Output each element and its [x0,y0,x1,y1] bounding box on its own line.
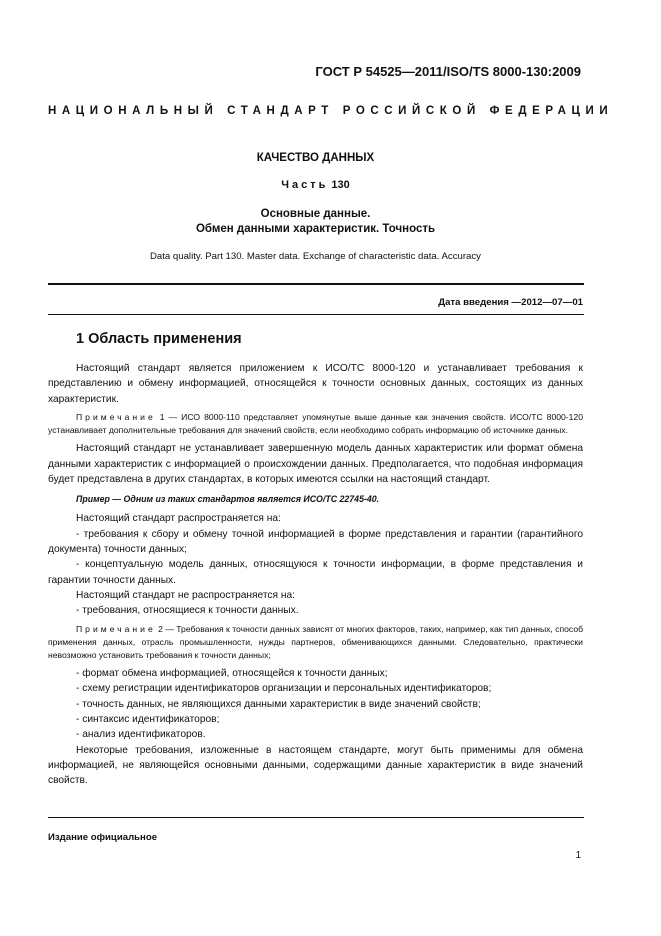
section-body [48,361,583,789]
edition-label: Издание официальное [48,832,158,843]
english-title: Data quality. Part 130. Master data. Exchange of characteristic data. Accuracy [150,251,481,262]
divider-thick [48,283,584,285]
note-1 [48,411,583,437]
part-label [48,178,583,193]
note-1-label: Примечание [76,411,156,422]
note-1-text: 1 — ИСО 8000-110 представляет упомянутые выше данные как значения свойств. ИСО/ТС 8000-120 устанавливает дополнительные требования для значений свойств, если необходимо собрать информацию об источнике данных. [48,411,583,436]
note-2 [48,623,583,663]
document-code: ГОСТ Р 54525—2011/ISO/TS 8000-130:2009 [315,64,581,79]
note-2-text: 2 — Требования к точности данных зависят от многих факторов, таких, например, как тип данных, способ применения данных, отрасль промышленности, нужды партнеров, обменивающихся данными. Следовательно, практически невозможно установить требования к точности данных; [48,623,584,660]
paragraph-2: Настоящий стандарт не устанавливает завершенную модель данных характеристик или формат обмена данными характеристик с информацией о происхождении данных. Предполагается, что подобная информация будет представлена в других стандартах, в которых имеются ссылки на настоящий стандарт. [48,443,583,485]
subtitle-line-1: Основные данные. [260,208,371,220]
document-title: КАЧЕСТВО ДАННЫХ [256,152,375,164]
subtitle-line-2: Обмен данными характеристик. Точность [195,223,436,235]
paragraph-1: Настоящий стандарт является приложением к ИСО/ТС 8000-120 и устанавливает требования к представлению и обмену информацией, относящейся к точности основных данных, состоящих из данных характеристик. [48,363,583,405]
list-item: - синтаксис идентификаторов; [76,714,220,726]
part-word: Часть [281,179,329,191]
paragraph-3: Некоторые требования, изложенные в настоящем стандарте, могут быть применимы для обмена информацией, не являющейся основными данными, содержащими данные характеристик в виде значений свойств. [48,744,583,787]
list-item: - требования, относящиеся к точности данных. [76,605,299,617]
document-subtitle [48,207,583,237]
page-number: 1 [575,850,581,861]
list-item: - точность данных, не являющихся данными характеристик в виде значений свойств; [76,698,481,710]
list-item: - анализ идентификаторов. [76,729,206,741]
effective-date: Дата введения —2012—07—01 [438,297,583,308]
note-2-label: Примечание [76,623,156,634]
not-applies-intro: Настоящий стандарт не распространяется на: [76,589,296,601]
footer-divider [48,817,584,818]
applies-intro: Настоящий стандарт распространяется на: [76,513,281,525]
list-item: - концептуальную модель данных, относящуюся к точности информации, в форме представления и гарантии точности данных. [48,559,583,586]
national-standard-banner: НАЦИОНАЛЬНЫЙ СТАНДАРТ РОССИЙСКОЙ ФЕДЕРАЦИИ [48,105,614,117]
list-item: - схему регистрации идентификаторов организации и персональных идентификаторов; [76,683,492,695]
part-number: 130 [331,179,350,191]
list-item: - формат обмена информацией, относящейся к точности данных; [76,668,388,680]
section-heading: 1 Область применения [76,331,242,347]
list-item: - требования к сбору и обмену точной информацией в форме представления и гарантии (гарантийного документа) точности данных; [48,528,583,556]
example: Пример — Одним из таких стандартов является ИСО/ТС 22745-40. [76,494,380,505]
divider-thin [48,314,584,315]
